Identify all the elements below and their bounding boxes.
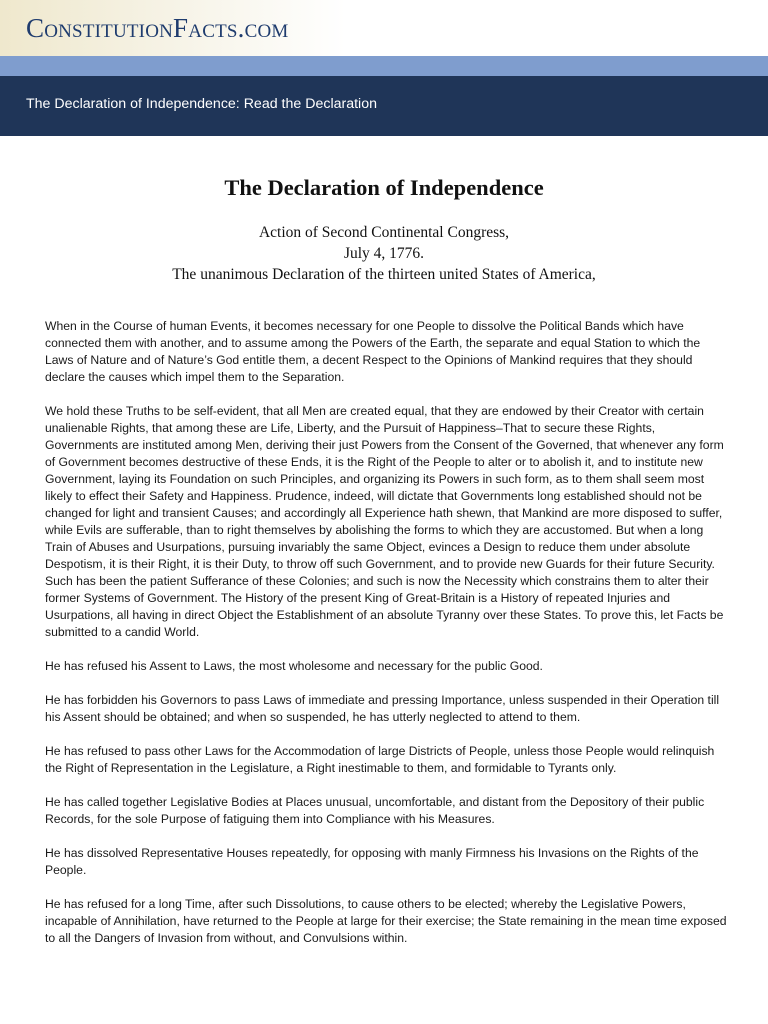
paragraph: When in the Course of human Events, it becomes necessary for one People to dissolve the Political Bands which have connected them with another, and to assume among the Powers of the Earth, the separate and equal Station to which the Laws of Nature and of Nature’s God entitle them, a decent Respect to the Opinions of Mankind requires that they should declare the causes which impel them to the Separation. bbox=[45, 319, 701, 384]
subtitle-line: The unanimous Declaration of the thirteen united States of America, bbox=[172, 266, 596, 283]
site-logo[interactable]: ConstitutionFacts.com bbox=[26, 13, 289, 43]
document-title: The Declaration of Independence bbox=[224, 175, 544, 200]
paragraph: He has dissolved Representative Houses repeatedly, for opposing with manly Firmness his Invasions on the Rights of the People. bbox=[45, 846, 699, 877]
paragraph: He has called together Legislative Bodies at Places unusual, uncomfortable, and distant from the Depository of their public Records, for the sole Purpose of fatiguing them into Compliance with his Measures. bbox=[45, 795, 705, 826]
document-subtitle bbox=[0, 222, 768, 285]
section-banner bbox=[0, 76, 768, 136]
paragraph: He has refused his Assent to Laws, the most wholesome and necessary for the public Good. bbox=[45, 659, 543, 673]
site-header bbox=[0, 0, 768, 56]
paragraph: He has refused for a long Time, after such Dissolutions, to cause others to be elected; whereby the Legislative Powers, incapable of Annihilation, have returned to the People at large for their exercise; the State remaining in the mean time exposed to all the Dangers of Invasion from without, and Convulsions within. bbox=[45, 897, 727, 945]
subtitle-line: July 4, 1776. bbox=[343, 245, 425, 262]
subtitle-line: Action of Second Continental Congress, bbox=[258, 224, 510, 241]
section-title: The Declaration of Independence: Read the Declaration bbox=[26, 96, 377, 112]
paragraph: He has refused to pass other Laws for the Accommodation of large Districts of People, unless those People would relinquish the Right of Representation in the Legislature, a Right inestimable to them, and formidable to Tyrants only. bbox=[45, 744, 715, 775]
paragraph: We hold these Truths to be self-evident, that all Men are created equal, that they are endowed by their Creator with certain unalienable Rights, that among these are Life, Liberty, and the Pursuit of Happiness–That to secure these Rights, Governments are instituted among Men, deriving their just Powers from the Consent of the Governed, that whenever any form of Government becomes destructive of these Ends, it is the Right of the People to alter or to abolish it, and to institute new Government, laying its Foundation on such Principles, and organizing its Powers in such form, as to them shall seem most likely to effect their Safety and Happiness. Prudence, indeed, will dictate that Governments long established should not be changed for light and transient Causes; and accordingly all Experience hath shewn, that Mankind are more disposed to suffer, while Evils are sufferable, than to right themselves by abolishing the forms to which they are accustomed. But when a long Train of Abuses and Usurpations, pursuing invariably the same Object, evinces a Design to reduce them under absolute Despotism, it is their Right, it is their Duty, to throw off such Government, and to provide new Guards for their future Security. Such has been the patient Sufferance of these Colonies; and such is now the Necessity which constrains them to alter their former Systems of Government. The History of the present King of Great-Britain is a History of repeated Injuries and Usurpations, all having in direct Object the Establishment of an absolute Tyranny over these States. To prove this, let Facts be submitted to a candid World. bbox=[45, 404, 724, 639]
paragraph: He has forbidden his Governors to pass Laws of immediate and pressing Importance, unless suspended in their Operation till his Assent should be obtained; and when so suspended, he has utterly neglected to attend to them. bbox=[45, 693, 720, 724]
document-body bbox=[45, 318, 729, 964]
header-stripe bbox=[0, 56, 768, 76]
